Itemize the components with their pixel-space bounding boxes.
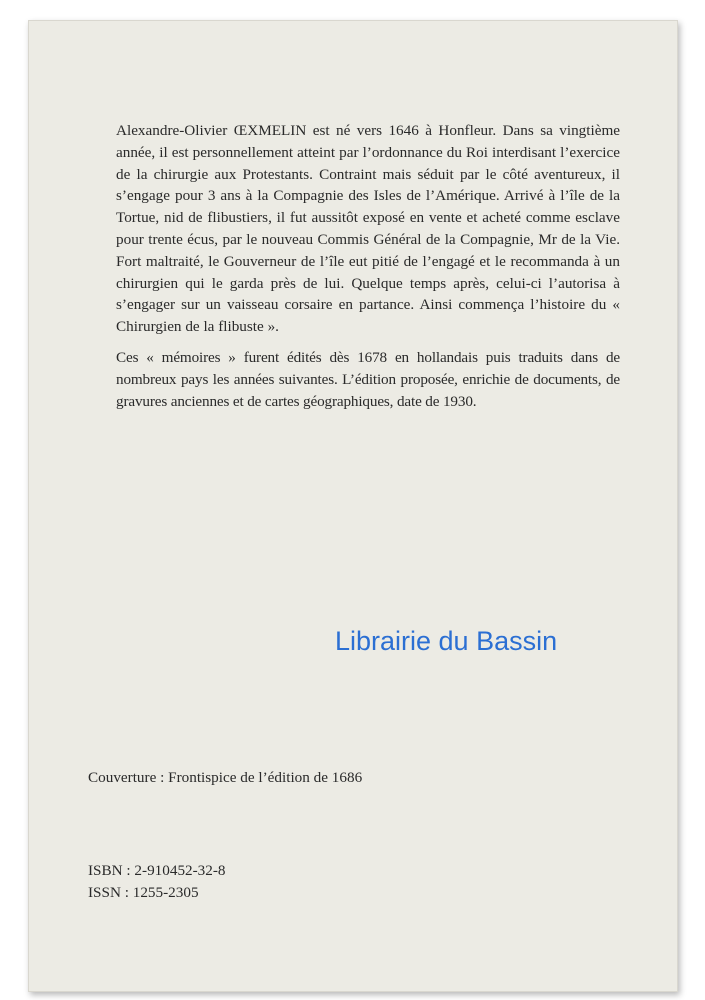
synopsis-paragraph-1: Alexandre-Olivier ŒXMELIN est né vers 1646 à Honfleur. Dans sa vingtième année, il est personnellement atteint par l’ordonnance du Roi interdisant l’exercice de la chirurgie aux Protestants. Contraint mais séduit par le côté aventureux, il s’engage pour 3 ans à la Compagnie des Isles de l’Amérique. Arrivé à l’île de la Tortue, nid de flibustiers, il fut aussitôt exposé en vente et acheté comme esclave pour trente écus, par le nouveau Commis Général de la Compagnie, Mr de la Vie. Fort maltraité, le Gouverneur de l’île eut pitié de l’engagé et le recommanda à un chirurgien qui le garda près de lui. Quelque temps après, celui-ci l’autorisa à s’engager sur un vaisseau corsaire en partance. Ainsi commença l’histoire du « Chirurgien de la flibuste ». xyxy=(116,122,620,336)
cover-credit: Couverture : Frontispice de l’édition de 1686 xyxy=(88,769,363,786)
synopsis-paragraph-2: Ces « mémoires » furent édités dès 1678 en hollandais puis traduits dans de nombreux pays les années suivantes. L’édition proposée, enrichie de documents, de gravures anciennes et de cartes géographiques, date de 1930. xyxy=(116,348,620,410)
isbn-line: ISBN : 2-910452-32-8 xyxy=(88,862,226,879)
book-back-cover xyxy=(28,20,678,992)
issn-line: ISSN : 1255-2305 xyxy=(88,884,199,901)
identifiers xyxy=(88,860,226,904)
bookseller-watermark: Librairie du Bassin xyxy=(335,626,558,656)
synopsis xyxy=(116,120,620,412)
